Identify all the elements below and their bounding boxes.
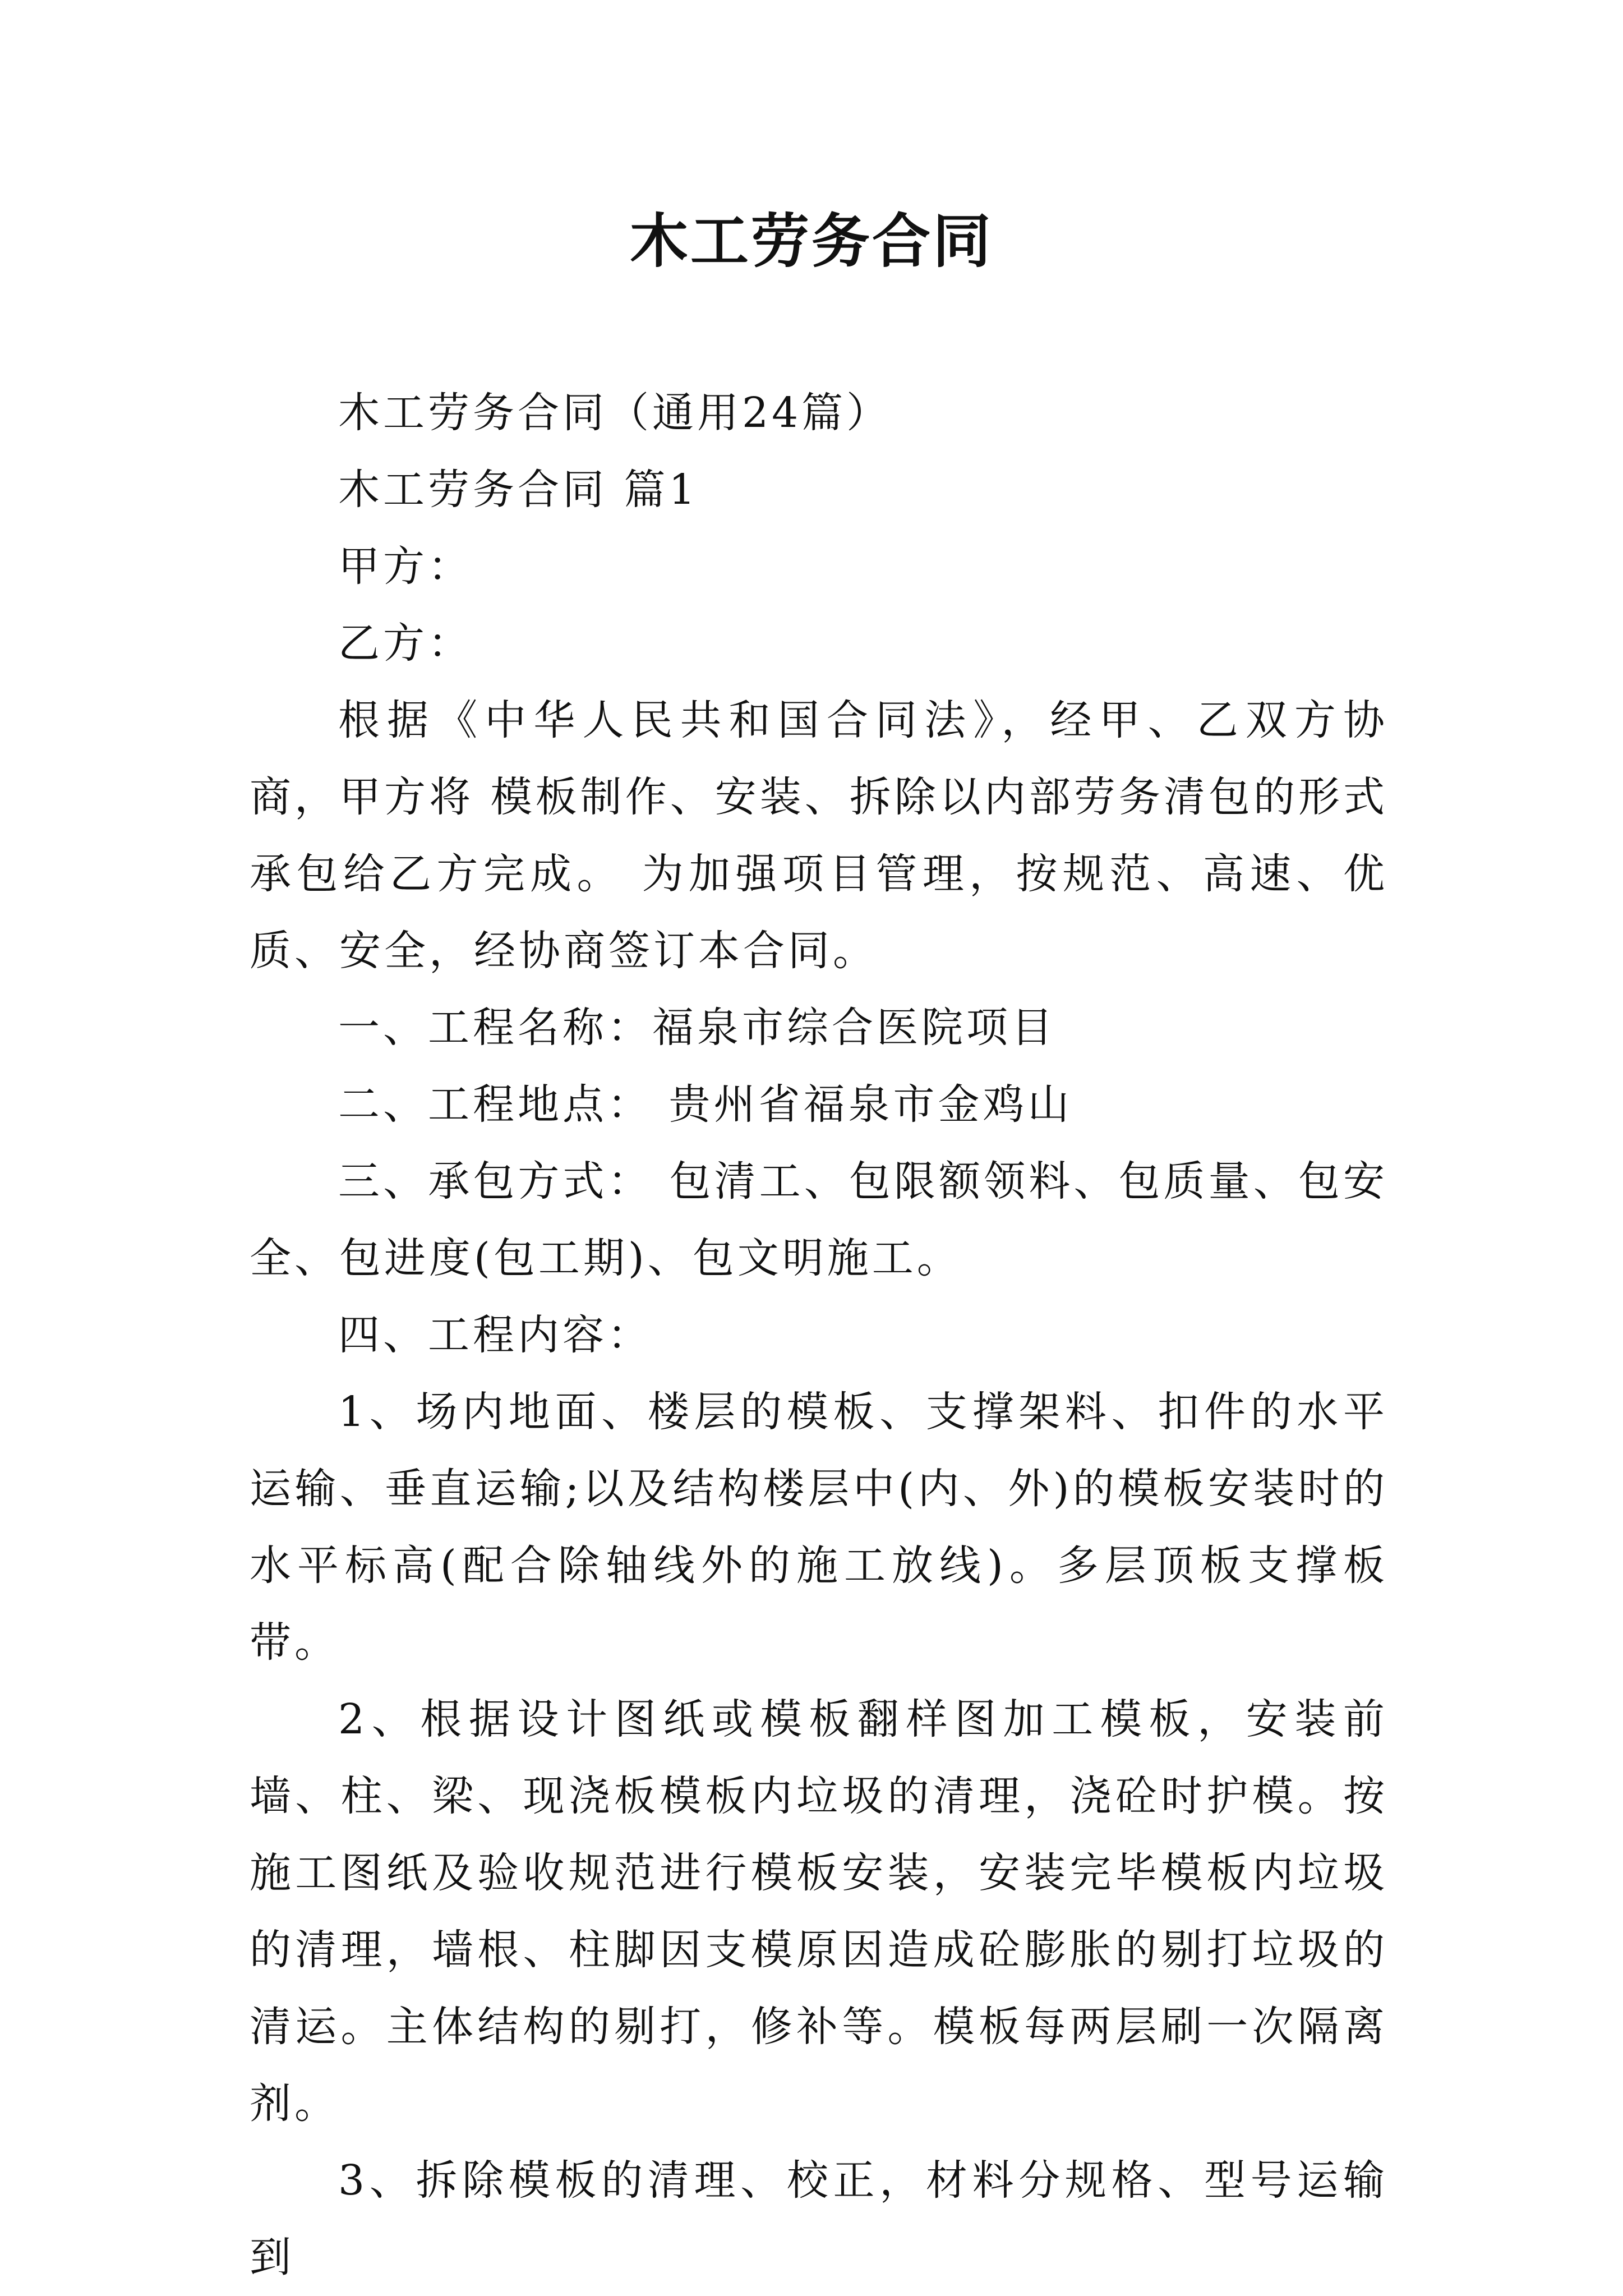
clause-contract-method: 三、承包方式： 包清工、包限额领料、包质量、包安全、包进度(包工期)、包文明施工。 bbox=[250, 1157, 1388, 1282]
party-a-line: 甲方： bbox=[338, 542, 473, 591]
work-item-3: 3、拆除模板的清理、校正，材料分规格、型号运输到 bbox=[250, 2156, 1388, 2281]
work-item-1: 1、场内地面、楼层的模板、支撑架料、扣件的水平运输、垂直运输;以及结构楼层中(内、外)的模板安装时的水平标高(配合除轴线外的施工放线)。多层顶板支撑板带。 bbox=[250, 1388, 1388, 1667]
party-b-line: 乙方： bbox=[338, 619, 473, 668]
document-body bbox=[250, 375, 1388, 2296]
clause-work-content: 四、工程内容： bbox=[338, 1311, 652, 1359]
work-item-2: 2、根据设计图纸或模板翻样图加工模板，安装前墙、柱、梁、现浇板模板内垃圾的清理，浇砼时护模。按施工图纸及验收规范进行模板安装，安装完毕模板内垃圾的清理，墙根、柱脚因支模原因造成砼膨胀的剔打垃圾的清运。主体结构的剔打，修补等。模板每两层刷一次隔离剂。 bbox=[250, 1695, 1388, 2128]
subtitle-line: 木工劳务合同（通用24篇） bbox=[338, 389, 892, 437]
document-title: 木工劳务合同 bbox=[629, 206, 993, 275]
intro-paragraph: 根据《中华人民共和国合同法》，经甲、乙双方协商，甲方将 模板制作、安装、拆除以内部劳务清包的形式 承包给乙方完成。 为加强项目管理，按规范、高速、优质、安全，经协商签订本合同。 bbox=[250, 696, 1388, 975]
section-heading: 木工劳务合同 篇1 bbox=[338, 466, 699, 514]
clause-project-name: 一、工程名称：福泉市综合医院项目 bbox=[338, 1004, 1056, 1052]
clause-project-location: 二、工程地点： 贵州省福泉市金鸡山 bbox=[338, 1080, 1073, 1129]
